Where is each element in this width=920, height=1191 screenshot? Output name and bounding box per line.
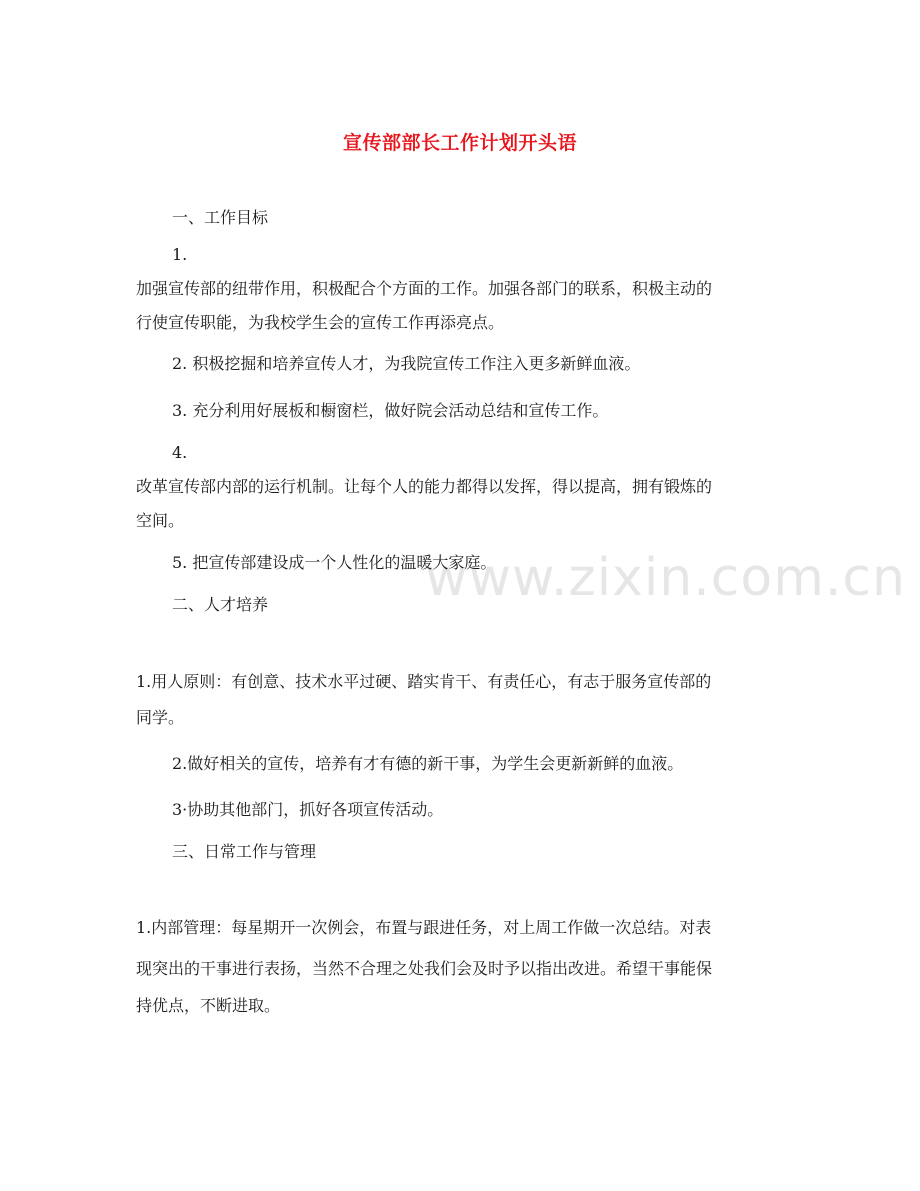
daily-1-line-2: 现突出的干事进行表扬，当然不合理之处我们会及时予以指出改进。希望干事能保 — [136, 959, 713, 978]
goal-4-number: 4. — [172, 443, 188, 462]
goal-1-text-line-1: 加强宣传部的纽带作用，积极配合个方面的工作。加强各部门的联系，积极主动的 — [136, 279, 713, 298]
watermark: www.zixin.com.cn — [425, 548, 906, 608]
goal-1-text-line-2: 行使宣传职能，为我校学生会的宣传工作再添亮点。 — [136, 313, 505, 332]
section-heading-talent: 二、人才培养 — [172, 595, 269, 614]
talent-2: 2.做好相关的宣传，培养有才有德的新干事，为学生会更新新鲜的血液。 — [172, 754, 684, 773]
section-heading-goals: 一、工作目标 — [172, 208, 269, 227]
document-title: 宣传部部长工作计划开头语 — [342, 132, 577, 154]
goal-4-text-line-2: 空间。 — [136, 511, 185, 530]
goal-5: 5. 把宣传部建设成一个人性化的温暖大家庭。 — [172, 553, 497, 572]
talent-1-line-1: 1.用人原则：有创意、技术水平过硬、踏实肯干、有责任心，有志于服务宣传部的 — [136, 672, 712, 691]
goal-2: 2. 积极挖掘和培养宣传人才，为我院宣传工作注入更多新鲜血液。 — [172, 354, 641, 373]
talent-3: 3·协助其他部门，抓好各项宣传活动。 — [172, 800, 444, 819]
section-heading-daily: 三、日常工作与管理 — [172, 842, 317, 861]
daily-1-line-3: 持优点，不断进取。 — [136, 996, 281, 1015]
goal-3: 3. 充分利用好展板和橱窗栏，做好院会活动总结和宣传工作。 — [172, 401, 609, 420]
daily-1-line-1: 1.内部管理：每星期开一次例会，布置与跟进任务，对上周工作做一次总结。对表 — [136, 918, 712, 937]
talent-1-line-2: 同学。 — [136, 708, 185, 727]
goal-4-text-line-1: 改革宣传部内部的运行机制。让每个人的能力都得以发挥，得以提高，拥有锻炼的 — [136, 477, 713, 496]
goal-1-number: 1. — [172, 245, 188, 264]
